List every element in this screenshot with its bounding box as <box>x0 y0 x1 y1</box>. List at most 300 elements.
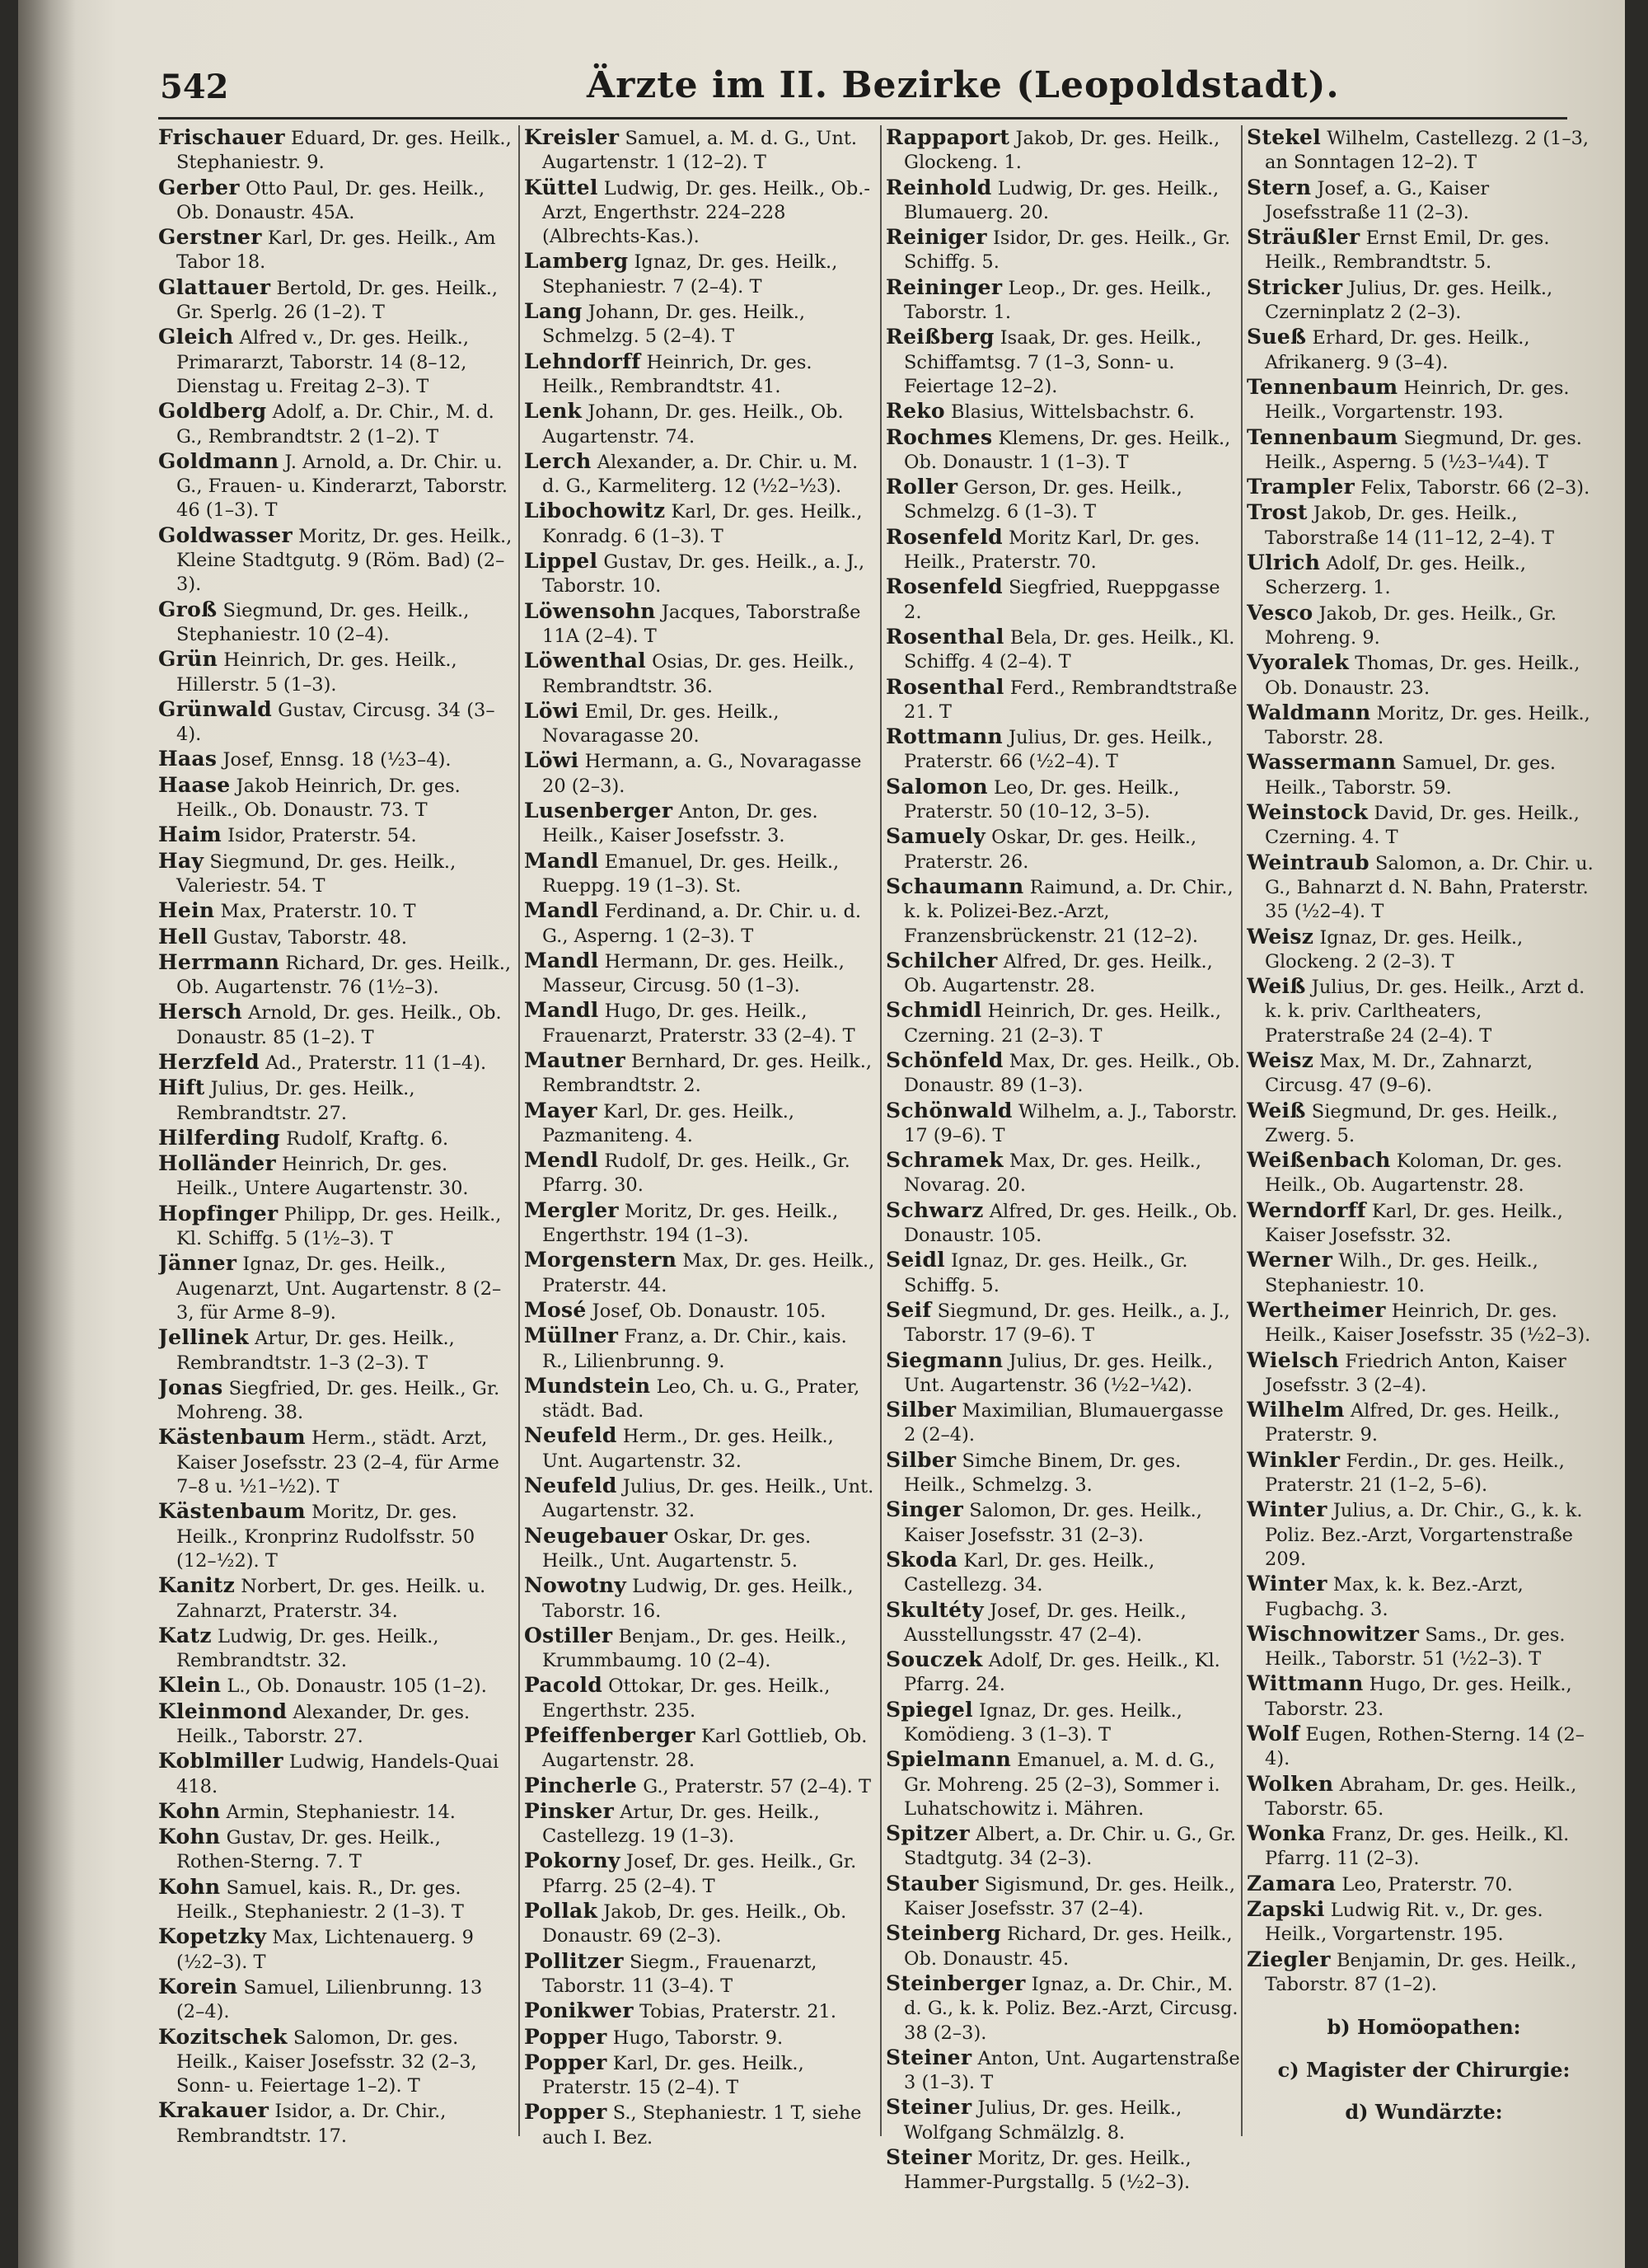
entry-details: Simche Binem, Dr. ges. Heilk., Schmelzg. 3. <box>904 1450 1182 1497</box>
entry-name: Weinstock <box>1247 800 1369 825</box>
entry-details: Salomon, a. Dr. Chir. u. G., Bahnarzt d. N. Bahn, Praterstr. 35 (½2–4). T <box>1265 852 1594 923</box>
entry-details: Sigismund, Dr. ges. Heilk., Kaiser Josefsstr. 37 (2–4). <box>904 1873 1236 1920</box>
directory-entry <box>158 2025 513 2099</box>
directory-entry <box>886 325 1240 399</box>
entry-details: Max, Dr. ges. Heilk., Praterstr. 44. <box>542 1250 875 1296</box>
entry-name: Wassermann <box>1247 750 1397 775</box>
directory-entry <box>1247 650 1601 701</box>
entry-details: Siegmund, Dr. ges. Heilk., Zwerg. 5. <box>1265 1100 1558 1146</box>
entry-name: Schönwald <box>886 1098 1013 1122</box>
entry-details: Isidor, a. Dr. Chir., Rembrandtstr. 17. <box>176 2101 447 2147</box>
section-heading: b) Homöopathen: <box>1327 2015 1521 2040</box>
entry-name: Schilcher <box>886 948 998 972</box>
entry-details: Ignaz, Dr. ges. Heilk., Komödieng. 3 (1–3). T <box>904 1699 1182 1746</box>
entry-name: Hay <box>158 848 204 873</box>
entry-name: Steiner <box>886 2145 972 2170</box>
directory-entry <box>158 647 513 697</box>
column-divider <box>1241 125 1243 2136</box>
entry-details: Ignaz, Dr. ges. Heilk., Glockeng. 2 (2–3). T <box>1265 926 1524 972</box>
entry-name: Goldmann <box>158 448 279 473</box>
entry-name: Lamberg <box>524 249 629 274</box>
entry-name: Samuely <box>886 824 986 849</box>
entry-details: Wilhelm, a. J., Taborstr. 17 (9–6). T <box>904 1100 1238 1146</box>
entry-details: Hugo, Dr. ges. Heilk., Taborstr. 23. <box>1265 1674 1572 1720</box>
entry-details: Josef, Ob. Donaustr. 105. <box>586 1300 826 1322</box>
directory-page <box>18 0 1625 2268</box>
entry-name: Stern <box>1247 175 1312 199</box>
entry-details: Ferd., Rembrandtstraße 21. T <box>904 677 1238 723</box>
entry-name: Trampler <box>1247 475 1355 499</box>
directory-entry <box>524 349 878 400</box>
entry-name: Ostiller <box>524 1623 613 1647</box>
directory-entry <box>886 275 1240 326</box>
entry-details: G., Praterstr. 57 (2–4). T <box>637 1775 871 1797</box>
directory-entry <box>1247 1348 1601 1399</box>
entry-name: Sueß <box>1247 325 1307 349</box>
entry-details: Julius, Dr. ges. Heilk., Unt. Augartenstr. 36 (½2–¼2). <box>904 1350 1214 1396</box>
entry-details: Felix, Taborstr. 66 (2–3). <box>1355 477 1590 499</box>
entry-details: Siegfried, Dr. ges. Heilk., Gr. Mohreng. 38. <box>176 1377 500 1424</box>
directory-entry <box>524 748 878 799</box>
header-rule <box>158 117 1567 119</box>
entry-details: Karl, Dr. ges. Heilk., Castellezg. 34. <box>904 1549 1155 1596</box>
entry-name: Rosenthal <box>886 624 1004 649</box>
directory-entry <box>886 1921 1240 1971</box>
entry-details: Ferdin., Dr. ges. Heilk., Praterstr. 21 (1–2, 5–6). <box>1265 1450 1565 1497</box>
entry-details: Moritz, Dr. ges. Heilk., Kleine Stadtgutg. 9 (Röm. Bad) (2–3). <box>176 525 513 596</box>
entry-name: Weisz <box>1247 1047 1314 1072</box>
directory-entry <box>886 2095 1240 2145</box>
directory-entry <box>524 549 878 599</box>
entry-name: Vyoralek <box>1247 650 1350 675</box>
directory-entry <box>158 1975 513 2025</box>
section-heading: d) Wundärzte: <box>1345 2099 1503 2124</box>
directory-entry <box>158 1573 513 1624</box>
directory-entry <box>158 1000 513 1050</box>
entry-details: Erhard, Dr. ges. Heilk., Afrikanerg. 9 (3–4). <box>1265 327 1530 373</box>
entry-name: Kästenbaum <box>158 1425 306 1450</box>
entry-name: Wittmann <box>1247 1671 1364 1696</box>
entry-details: Max, k. k. Bez.-Arzt, Fugbachg. 3. <box>1265 1574 1524 1620</box>
directory-entry <box>886 1298 1240 1348</box>
directory-entry <box>886 949 1240 999</box>
entry-details: Moritz, Dr. ges. Heilk., Engerthstr. 194 (1–3). <box>542 1200 839 1247</box>
entry-name: Mandl <box>524 948 599 972</box>
entry-name: Schwarz <box>886 1197 984 1222</box>
entry-name: Holländer <box>158 1151 276 1176</box>
entry-details: Emanuel, Dr. ges. Heilk., Rueppg. 19 (1–3). St. <box>542 850 840 897</box>
entry-details: Eduard, Dr. ges. Heilk., Stephaniestr. 9. <box>176 128 512 174</box>
directory-entry <box>524 1148 878 1198</box>
entry-name: Kästenbaum <box>158 1499 306 1524</box>
entry-details: Artur, Dr. ges. Heilk., Rembrandtstr. 1–3 (2–3). T <box>176 1328 455 1374</box>
entry-name: Ulrich <box>1247 551 1321 575</box>
directory-entry <box>524 1524 878 1574</box>
entry-details: Siegm., Frauenarzt, Taborstr. 11 (3–4). T <box>542 1951 817 1997</box>
entry-name: Mandl <box>524 898 599 923</box>
directory-entry <box>524 1799 878 1849</box>
entry-name: Neufeld <box>524 1474 617 1498</box>
entry-name: Mayer <box>524 1098 597 1122</box>
entry-details: Heinrich, Dr. ges. Heilk., Kaiser Josefsstr. 35 (½2–3). <box>1265 1300 1591 1347</box>
directory-entry <box>158 1825 513 1875</box>
directory-entry <box>1247 1248 1601 1298</box>
entry-name: Haase <box>158 772 231 797</box>
directory-entry <box>1247 701 1601 751</box>
directory-entry <box>1247 750 1601 800</box>
directory-entry <box>158 1075 513 1126</box>
entry-name: Gerber <box>158 175 240 199</box>
entry-name: Mautner <box>524 1047 625 1072</box>
directory-entry <box>524 2100 878 2150</box>
entry-name: Silber <box>886 1447 957 1472</box>
directory-entry <box>524 1423 878 1474</box>
entry-name: Wertheimer <box>1247 1297 1386 1322</box>
entry-details: Herm., städt. Arzt, Kaiser Josefsstr. 23 (2–4, für Arme 7–8 u. ½1–½2). T <box>176 1427 499 1498</box>
entry-details: Armin, Stephaniestr. 14. <box>220 1801 456 1823</box>
entry-details: Samuel, kais. R., Dr. ges. Heilk., Stephaniestr. 2 (1–3). T <box>176 1877 464 1924</box>
directory-entry <box>524 1248 878 1298</box>
directory-entry <box>158 449 513 523</box>
entry-name: Skultéty <box>886 1597 984 1622</box>
column-4 <box>1247 125 1601 2260</box>
entry-name: Trost <box>1247 500 1308 525</box>
entry-details: Bertold, Dr. ges. Heilk., Gr. Sperlg. 26 (1–2). T <box>176 277 499 324</box>
entry-name: Kohn <box>158 1798 221 1823</box>
binding-shadow <box>18 0 76 2268</box>
entry-details: Osias, Dr. ges. Heilk., Rembrandtstr. 36. <box>542 651 855 697</box>
column-divider <box>880 125 882 2136</box>
directory-entry <box>886 2145 1240 2195</box>
entry-details: Siegmund, Dr. ges. Heilk., Stephaniestr. 10 (2–4). <box>176 599 470 645</box>
entry-details: Max, Lichtenauerg. 9 (½2–3). T <box>176 1927 474 1973</box>
entry-name: Pinsker <box>524 1798 615 1823</box>
directory-entry <box>1247 1398 1601 1448</box>
directory-entry <box>1247 850 1601 925</box>
entry-details: Ignaz, Dr. ges. Heilk., Augenarzt, Unt. Augartenstr. 8 (2–3, für Arme 8–9). <box>176 1253 502 1324</box>
entry-name: Stricker <box>1247 274 1343 299</box>
directory-entry <box>886 399 1240 424</box>
directory-entry <box>158 1749 513 1799</box>
entry-name: Pokorny <box>524 1849 620 1873</box>
directory-entry <box>886 1821 1240 1872</box>
entry-details: Siegmund, Dr. ges. Heilk., Valeriestr. 54. T <box>176 850 456 897</box>
directory-entry <box>158 1875 513 1925</box>
directory-entry <box>886 874 1240 949</box>
entry-name: Roller <box>886 475 958 499</box>
directory-entry <box>886 824 1240 874</box>
directory-entry <box>1247 425 1601 476</box>
directory-entry <box>524 1048 878 1099</box>
entry-name: Steinberg <box>886 1921 1001 1946</box>
entry-name: Gleich <box>158 325 234 349</box>
entry-name: Pollak <box>524 1899 598 1924</box>
entry-name: Rochmes <box>886 424 993 449</box>
entry-details: David, Dr. ges. Heilk., Czerning. 4. T <box>1265 803 1580 849</box>
entry-details: Gustav, Taborstr. 48. <box>207 926 408 949</box>
directory-entry <box>524 1723 878 1774</box>
entry-name: Steiner <box>886 2095 972 2120</box>
directory-entry <box>886 1872 1240 1922</box>
entry-details: Richard, Dr. ges. Heilk., Ob. Augartenstr. 76 (1½–3). <box>176 952 512 999</box>
entry-details: Max, Dr. ges. Heilk., Ob. Donaustr. 89 (1–3). <box>904 1050 1240 1097</box>
entry-name: Mergler <box>524 1197 619 1222</box>
directory-entry <box>158 1126 513 1151</box>
entry-details: Siegmund, Dr. ges. Heilk., a. J., Taborstr. 17 (9–6). T <box>904 1300 1230 1347</box>
entry-name: Rosenfeld <box>886 524 1003 549</box>
entry-name: Mendl <box>524 1148 599 1173</box>
entry-details: Isidor, Praterstr. 54. <box>221 825 417 847</box>
entry-name: Glattauer <box>158 274 271 299</box>
entry-name: Spiegel <box>886 1697 973 1722</box>
entry-details: J. Arnold, a. Dr. Chir. u. G., Frauen- u. Kinderarzt, Taborstr. 46 (1–3). T <box>176 451 508 522</box>
entry-name: Libochowitz <box>524 499 666 523</box>
entry-details: Hermann, Dr. ges. Heilk., Masseur, Circusg. 50 (1–3). <box>542 950 845 997</box>
entry-name: Singer <box>886 1497 964 1522</box>
entry-name: Ziegler <box>1247 1947 1331 1971</box>
directory-entry <box>158 1375 513 1426</box>
entry-name: Pincherle <box>524 1773 638 1797</box>
directory-entry <box>1247 1198 1601 1249</box>
directory-entry <box>158 597 513 648</box>
entry-name: Neufeld <box>524 1423 617 1448</box>
entry-name: Spielmann <box>886 1747 1012 1772</box>
directory-entry <box>1247 800 1601 850</box>
entry-details: Eugen, Rothen-Sterng. 14 (2–4). <box>1265 1724 1585 1770</box>
entry-details: Jakob Heinrich, Dr. ges. Heilk., Ob. Donaustr. 73. T <box>176 775 461 822</box>
entry-details: Raimund, a. Dr. Chir., k. k. Polizei-Bez.-Arzt, Franzensbrückenstr. 21 (12–2). <box>904 876 1234 947</box>
entry-details: Franz, Dr. ges. Heilk., Kl. Pfarrg. 11 (2–3). <box>1265 1824 1570 1870</box>
entry-name: Pacold <box>524 1673 603 1698</box>
directory-entry <box>158 325 513 399</box>
directory-entry <box>1247 1772 1601 1822</box>
directory-entry <box>1247 1572 1601 1622</box>
entry-details: Ludwig, Dr. ges. Heilk., Blumauerg. 20. <box>904 177 1220 223</box>
entry-details: Leop., Dr. ges. Heilk., Taborstr. 1. <box>904 277 1212 324</box>
directory-entry <box>524 2025 878 2050</box>
directory-entry <box>1247 1148 1601 1198</box>
entry-details: Alfred, Dr. ges. Heilk., Praterstr. 9. <box>1265 1400 1560 1446</box>
directory-entry <box>886 425 1240 476</box>
directory-entry <box>1247 551 1601 601</box>
entry-details: Albert, a. Dr. Chir. u. G., Gr. Stadtgutg. 34 (2–3). <box>904 1824 1237 1870</box>
entry-name: Rappaport <box>886 125 1010 149</box>
column-2 <box>524 125 878 2260</box>
entry-name: Spitzer <box>886 1821 970 1846</box>
entry-name: Lusenberger <box>524 799 673 823</box>
directory-entry <box>524 898 878 949</box>
directory-entry <box>158 1699 513 1750</box>
column-divider <box>518 125 520 2136</box>
entry-name: Sträußler <box>1247 225 1360 250</box>
entry-details: Ludwig, Dr. ges. Heilk., Ob.-Arzt, Engerthstr. 224–228 (Albrechts-Kas.). <box>542 177 871 248</box>
entry-details: Anton, Unt. Augartenstraße 3 (1–3). T <box>904 2047 1240 2094</box>
directory-entry <box>524 1374 878 1424</box>
entry-name: Neugebauer <box>524 1523 668 1548</box>
entry-name: Pfeiffenberger <box>524 1723 695 1747</box>
entry-details: Samuel, Lilienbrunng. 13 (2–4). <box>176 1976 483 2023</box>
entry-name: Gerstner <box>158 225 262 250</box>
entry-details: Siegmund, Dr. ges. Heilk., Asperng. 5 (½3–¼4). T <box>1265 427 1582 473</box>
directory-entry <box>158 275 513 326</box>
entry-name: Zamara <box>1247 1871 1337 1895</box>
directory-entry <box>886 225 1240 275</box>
entry-details: Rudolf, Kraftg. 6. <box>280 1127 449 1150</box>
directory-entry <box>158 950 513 1000</box>
entry-details: Karl, Dr. ges. Heilk., Praterstr. 15 (2–4). T <box>542 2052 804 2099</box>
directory-entry <box>1247 1872 1601 1897</box>
directory-entry <box>1247 500 1601 551</box>
entry-name: Weiß <box>1247 974 1306 999</box>
entry-details: Ludwig, Dr. ges. Heilk., Taborstr. 16. <box>542 1576 854 1622</box>
directory-entry <box>886 574 1240 625</box>
entry-name: Haas <box>158 747 218 771</box>
entry-name: Löwi <box>524 748 579 773</box>
entry-details: Alfred v., Dr. ges. Heilk., Primararzt, Taborstr. 14 (8–12, Dienstag u. Freitag 2–3). T <box>176 327 469 397</box>
entry-details: Isaak, Dr. ges. Heilk., Schiffamtsg. 7 (1–3, Sonn- u. Feiertage 12–2). <box>904 327 1202 397</box>
entry-name: Hilferding <box>158 1125 281 1150</box>
directory-entry <box>886 1398 1240 1448</box>
entry-details: Adolf, Dr. ges. Heilk., Kl. Pfarrg. 24. <box>904 1650 1220 1696</box>
entry-name: Rosenthal <box>886 674 1004 699</box>
directory-entry <box>524 599 878 649</box>
entry-details: Adolf, a. Dr. Chir., M. d. G., Rembrandtstr. 2 (1–2). T <box>176 401 494 448</box>
entry-details: Johann, Dr. ges. Heilk., Schmelzg. 5 (2–4). T <box>542 302 806 348</box>
directory-entry <box>1247 275 1601 326</box>
directory-entry <box>524 649 878 699</box>
entry-name: Jänner <box>158 1251 237 1276</box>
directory-entry <box>158 849 513 899</box>
entry-name: Korein <box>158 1974 238 1999</box>
directory-entry <box>158 1151 513 1202</box>
entry-details: Hugo, Dr. ges. Heilk., Frauenarzt, Praterstr. 33 (2–4). T <box>542 1000 855 1047</box>
entry-details: Max, M. Dr., Zahnarzt, Circusg. 47 (9–6). <box>1265 1050 1533 1097</box>
entry-name: Schönfeld <box>886 1047 1004 1072</box>
directory-entry <box>158 773 513 823</box>
directory-entry <box>1247 925 1601 975</box>
directory-entry <box>524 399 878 449</box>
entry-name: Reininger <box>886 274 1003 299</box>
entry-details: Ludwig, Dr. ges. Heilk., Rembrandtstr. 32. <box>176 1625 439 1672</box>
directory-entry <box>1247 601 1601 651</box>
entry-details: Ernst Emil, Dr. ges. Heilk., Rembrandtstr. 5. <box>1265 227 1550 274</box>
column-3 <box>886 125 1240 2260</box>
entry-name: Seif <box>886 1297 932 1322</box>
directory-entry <box>524 998 878 1048</box>
entry-name: Wielsch <box>1247 1347 1340 1372</box>
directory-entry <box>1247 176 1601 226</box>
entry-details: Julius, a. Dr. Chir., G., k. k. Poliz. Bez.-Arzt, Vorgartenstraße 209. <box>1265 1500 1583 1570</box>
entry-details: L., Ob. Donaustr. 105 (1–2). <box>221 1675 487 1698</box>
entry-details: Siegfried, Rueppgasse 2. <box>904 577 1220 623</box>
entry-details: S., Stephaniestr. 1 T, siehe auch I. Bez. <box>542 2102 862 2149</box>
entry-name: Silber <box>886 1398 957 1422</box>
directory-entry <box>158 1202 513 1252</box>
entry-details: Gustav, Dr. ges. Heilk., a. J., Taborstr. 10. <box>542 551 865 597</box>
entry-details: Emanuel, a. M. d. G., Gr. Mohreng. 25 (2–3), Sommer i. Luhatschowitz i. Mähren. <box>904 1750 1220 1820</box>
directory-entry <box>886 625 1240 675</box>
entry-name: Jellinek <box>158 1325 250 1350</box>
entry-details: Benjamin, Dr. ges. Heilk., Taborstr. 87 (1–2). <box>1265 1949 1577 1995</box>
entry-details: Franz, a. Dr. Chir., kais. R., Lilienbrunng. 9. <box>542 1326 847 1372</box>
entry-details: Karl, Dr. ges. Heilk., Konradg. 6 (1–3). T <box>542 501 863 547</box>
directory-entry <box>524 1298 878 1324</box>
directory-entry <box>158 176 513 226</box>
entry-name: Reinhold <box>886 175 992 199</box>
directory-entry <box>1247 974 1601 1048</box>
entry-details: Benjam., Dr. ges. Heilk., Krummbaumg. 10 (2–4). <box>542 1625 847 1672</box>
entry-name: Werndorff <box>1247 1197 1366 1222</box>
entry-name: Kozitschek <box>158 2024 288 2049</box>
entry-name: Herrmann <box>158 949 280 974</box>
entry-name: Klein <box>158 1673 222 1698</box>
entry-details: Ferdinand, a. Dr. Chir. u. d. G., Asperng. 1 (2–3). T <box>542 901 862 947</box>
directory-entry <box>886 176 1240 226</box>
entry-details: Klemens, Dr. ges. Heilk., Ob. Donaustr. 1 (1–3). T <box>904 427 1231 473</box>
entry-details: Julius, Dr. ges. Heilk., Praterstr. 66 (½2–4). T <box>904 727 1213 773</box>
entry-name: Haim <box>158 822 222 847</box>
directory-entry <box>524 1099 878 1149</box>
entry-details: Jakob, Dr. ges. Heilk., Gr. Mohreng. 9. <box>1265 602 1557 649</box>
entry-details: Salomon, Dr. ges. Heilk., Kaiser Josefsstr. 31 (2–3). <box>904 1500 1202 1546</box>
directory-entry <box>1247 1099 1601 1149</box>
directory-entry <box>1247 1448 1601 1498</box>
entry-name: Hift <box>158 1075 205 1100</box>
entry-details: Jakob, Dr. ges. Heilk., Taborstraße 14 (11–12, 2–4). T <box>1265 503 1554 549</box>
directory-entry <box>158 1499 513 1573</box>
directory-entry <box>158 1924 513 1975</box>
entry-name: Popper <box>524 2100 607 2125</box>
entry-details: Gerson, Dr. ges. Heilk., Schmelzg. 6 (1–3). T <box>904 477 1182 523</box>
entry-name: Groß <box>158 597 218 621</box>
directory-entry <box>524 249 878 299</box>
entry-details: Heinrich, Dr. ges. Heilk., Hillerstr. 5 (1–3). <box>176 649 457 696</box>
directory-entry <box>1247 1048 1601 1099</box>
entry-name: Lehndorff <box>524 349 641 373</box>
entry-details: Anton, Dr. ges. Heilk., Kaiser Josefsstr. 3. <box>542 801 818 847</box>
directory-entry <box>524 1949 878 1999</box>
directory-entry <box>524 1673 878 1723</box>
entry-name: Grün <box>158 647 218 672</box>
directory-entry <box>1247 375 1601 425</box>
directory-entry <box>524 1198 878 1249</box>
directory-entry <box>158 399 513 449</box>
entry-name: Tennenbaum <box>1247 374 1398 399</box>
directory-entry <box>158 125 513 176</box>
directory-entry <box>1247 1897 1601 1947</box>
entry-name: Wolf <box>1247 1722 1300 1746</box>
directory-entry <box>886 1198 1240 1249</box>
entry-details: Gustav, Circusg. 34 (3–4). <box>176 699 495 746</box>
entry-details: Moritz, Dr. ges. Heilk., Hammer-Purgstallg. 5 (½2–3). <box>904 2148 1192 2194</box>
entry-name: Katz <box>158 1623 212 1647</box>
directory-entry <box>524 699 878 749</box>
entry-name: Rottmann <box>886 724 1003 749</box>
entry-details: Heinrich, Dr. ges. Heilk., Czerning. 21 (2–3). T <box>904 1000 1222 1047</box>
entry-name: Morgenstern <box>524 1248 677 1272</box>
entry-name: Mundstein <box>524 1373 651 1398</box>
entry-details: Jacques, Taborstraße 11A (2–4). T <box>542 601 861 647</box>
directory-entry <box>524 499 878 549</box>
entry-name: Salomon <box>886 774 988 799</box>
entry-name: Tennenbaum <box>1247 424 1398 449</box>
entry-name: Hell <box>158 924 208 949</box>
entry-details: Ludwig, Handels-Quai 418. <box>176 1751 499 1797</box>
entry-details: Tobias, Praterstr. 21. <box>633 2001 837 2023</box>
entry-details: Otto Paul, Dr. ges. Heilk., Ob. Donaustr. 45A. <box>176 177 485 223</box>
directory-entry <box>524 1573 878 1624</box>
entry-details: Alfred, Dr. ges. Heilk., Ob. Augartenstr. 28. <box>904 950 1213 997</box>
